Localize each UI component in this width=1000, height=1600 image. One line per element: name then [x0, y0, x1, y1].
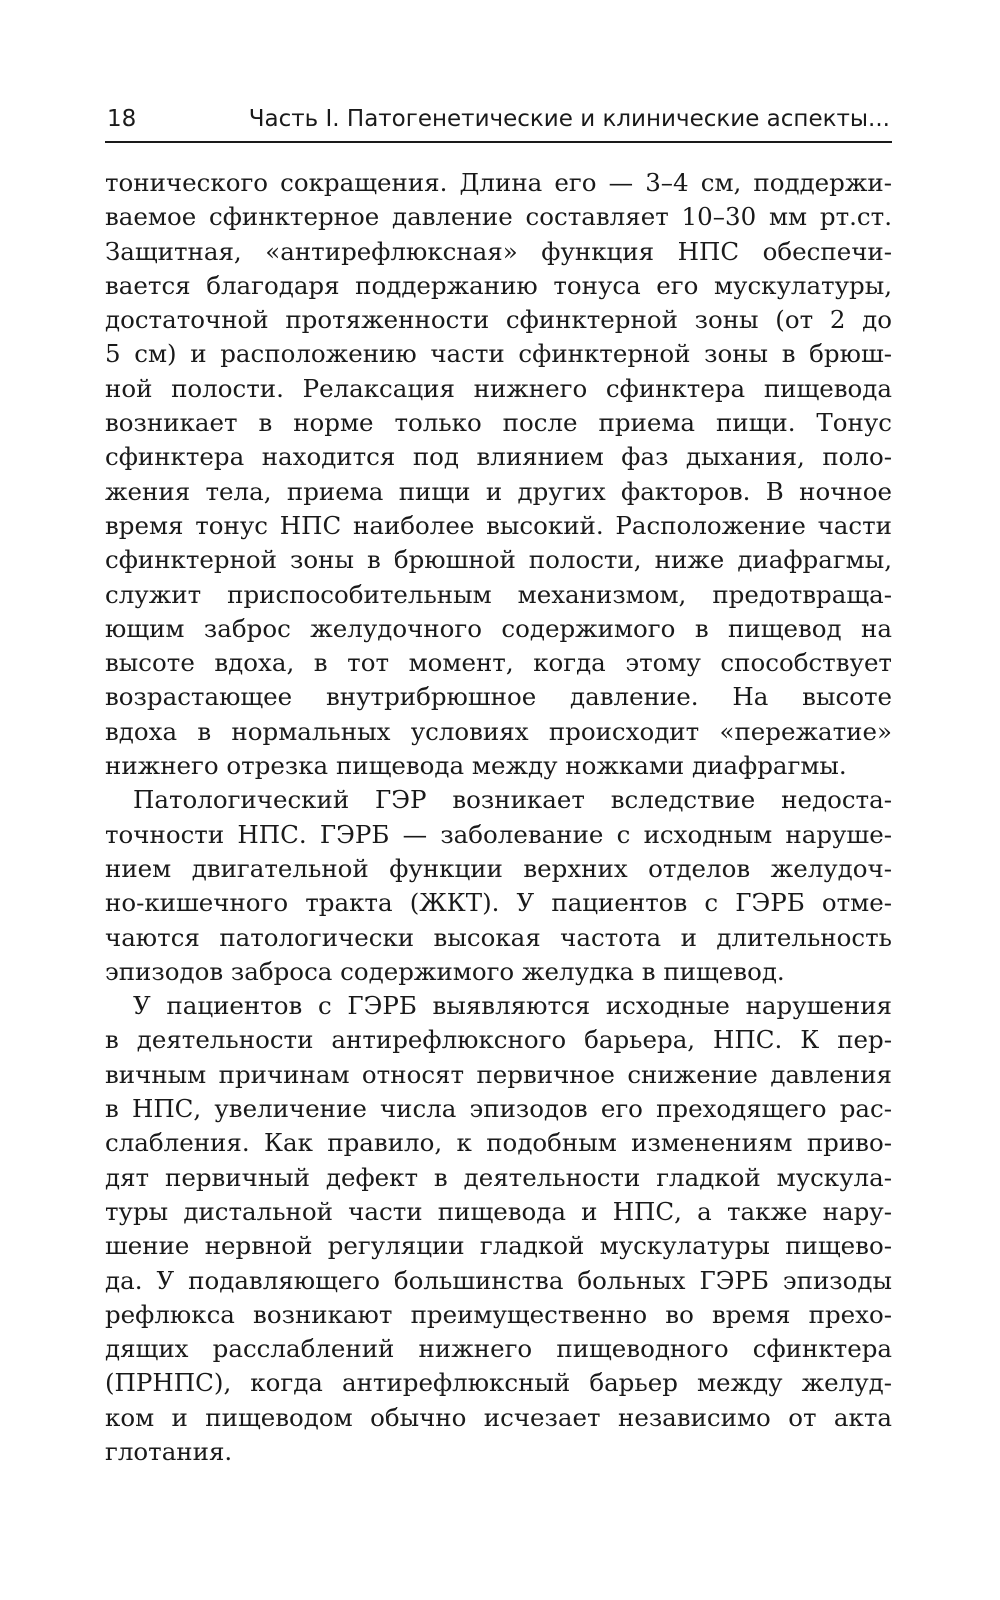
paragraph-3 [105, 989, 892, 1469]
text-line: в деятельности антирефлюксного барьера, НПС. К пер- [105, 1025, 892, 1055]
body-text [105, 166, 892, 1469]
page-number: 18 [107, 106, 137, 132]
text-line: нием двигательной функции верхних отделов желудоч- [105, 853, 892, 883]
text-line: высоте вдоха, в тот момент, когда этому способствует [105, 648, 892, 678]
text-line: ком и пищеводом обычно исчезает независимо от акта [105, 1402, 892, 1432]
text-line: вается благодаря поддержанию тонуса его мускулатуры, [105, 270, 892, 300]
text-line: Патологический ГЭР возникает вследствие недоста- [133, 785, 892, 815]
text-line: дят первичный дефект в деятельности гладкой мускула- [105, 1162, 892, 1192]
text-line: достаточной протяженности сфинктерной зоны (от 2 до [105, 305, 892, 335]
text-line: возникает в норме только после приема пищи. Тонус [105, 408, 892, 438]
header-divider [105, 141, 892, 143]
text-line: (ПРНПС), когда антирефлюксный барьер между желуд- [105, 1368, 892, 1398]
text-line: точности НПС. ГЭРБ — заболевание с исходным наруше- [105, 819, 892, 849]
text-line: дящих расслаблений нижнего пищеводного сфинктера [105, 1334, 892, 1364]
text-line: У пациентов с ГЭРБ выявляются исходные нарушения [133, 991, 892, 1021]
text-line: шение нервной регуляции гладкой мускулатуры пищево- [105, 1231, 892, 1261]
text-line: чаются патологически высокая частота и длительность [105, 922, 892, 952]
text-line: глотания. [105, 1436, 233, 1466]
text-line: эпизодов заброса содержимого желудка в пищевод. [105, 956, 785, 986]
text-line: нижнего отрезка пищевода между ножками диафрагмы. [105, 751, 847, 781]
text-line: в НПС, увеличение числа эпизодов его преходящего рас- [105, 1094, 892, 1124]
text-line: возрастающее внутрибрюшное давление. На высоте [105, 682, 892, 712]
text-line: служит приспособительным механизмом, предотвраща- [105, 579, 892, 609]
text-line: тонического сокращения. Длина его — 3–4 см, поддержи- [105, 168, 892, 197]
text-line: слабления. Как правило, к подобным изменениям приво- [105, 1128, 892, 1158]
text-line: да. У подавляющего большинства больных ГЭРБ эпизоды [105, 1265, 892, 1295]
running-header [105, 102, 892, 136]
text-line: сфинктерной зоны в брюшной полости, ниже диафрагмы, [105, 545, 892, 575]
text-line: туры дистальной части пищевода и НПС, а также нару- [105, 1196, 892, 1226]
text-line: но-кишечного тракта (ЖКТ). У пациентов с ГЭРБ отме- [105, 888, 892, 918]
text-line: 5 см) и расположению части сфинктерной зоны в брюш- [105, 339, 892, 369]
text-line: Защитная, «антирефлюксная» функция НПС обеспечи- [105, 236, 892, 266]
chapter-title: Часть I. Патогенетические и клинические аспекты... [248, 106, 890, 132]
text-line: ной полости. Релаксация нижнего сфинктера пищевода [105, 373, 892, 403]
text-line: сфинктера находится под влиянием фаз дыхания, поло- [105, 442, 892, 472]
text-line: время тонус НПС наиболее высокий. Расположение части [105, 510, 892, 540]
text-line: жения тела, приема пищи и других факторов. В ночное [105, 476, 892, 506]
paragraph-2 [105, 783, 892, 989]
text-line: ваемое сфинктерное давление составляет 10–30 мм рт.ст. [105, 202, 892, 232]
text-line: вичным причинам относят первичное снижение давления [105, 1059, 892, 1089]
text-line: вдоха в нормальных условиях происходит «пережатие» [105, 716, 892, 746]
text-line: ющим заброс желудочного содержимого в пищевод на [105, 613, 892, 643]
paragraph-1 [105, 166, 892, 783]
text-line: рефлюкса возникают преимущественно во время прехо- [105, 1299, 892, 1329]
